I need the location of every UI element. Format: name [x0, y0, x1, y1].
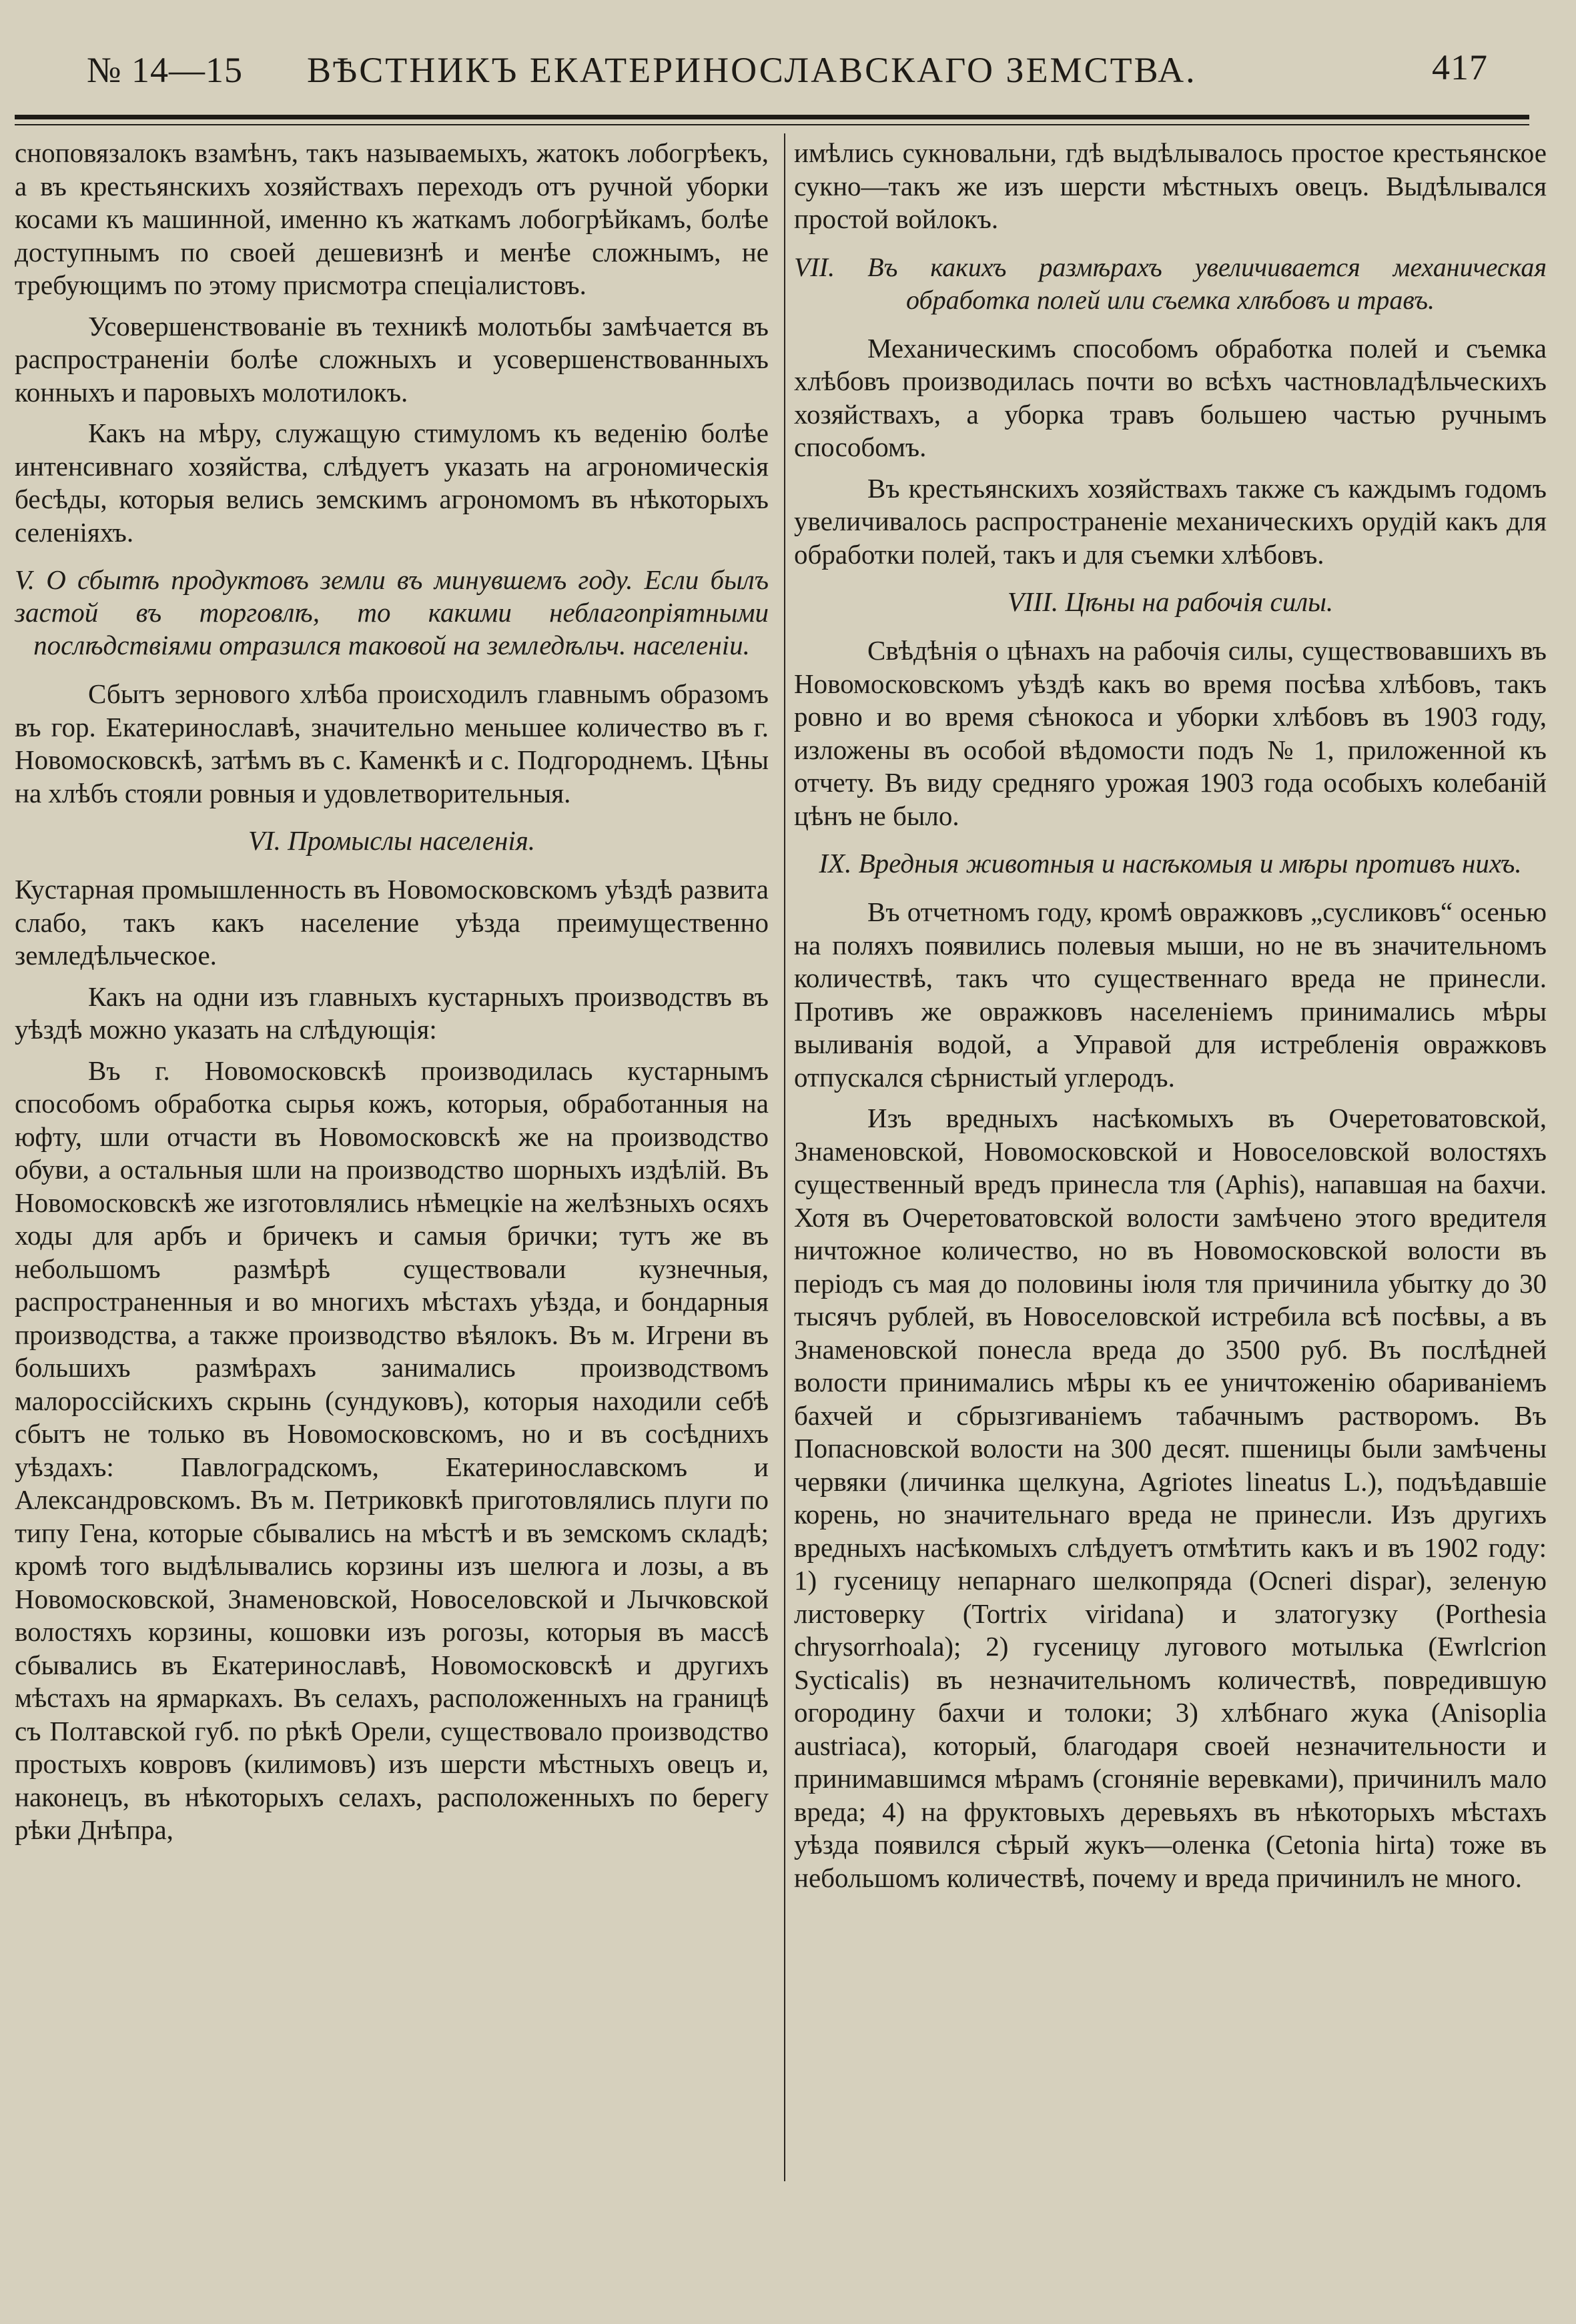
paragraph: Сбытъ зернового хлѣба происходилъ главнымъ образомъ въ гор. Екатеринославѣ, значительно меньшее количество въ г. Новомосковскѣ, затѣмъ въ с. Каменкѣ и с. Подгороднемъ. Цѣны на хлѣбъ стояли ровныя и удовлетворительныя.: [15, 678, 769, 808]
section-heading-ix: IX. Вредныя животныя и насѣкомыя и мѣры противъ нихъ.: [819, 848, 1522, 879]
section-heading-v: V. О сбытѣ продуктовъ земли въ минувшемъ году. Если былъ застой въ торговлѣ, то какими неблагопріятными послѣдствіями отразился таковой на земледѣльч. населеніи.: [15, 564, 769, 660]
header-rule-thick: [15, 115, 1529, 119]
section-heading-viii: VIII. Цѣны на рабочія силы.: [1007, 586, 1334, 617]
left-column: [15, 137, 769, 1847]
page-number: 417: [1432, 47, 1488, 87]
paragraph: Въ отчетномъ году, кромѣ овражковъ „сусликовъ“ осенью на поляхъ появились полевыя мыши, но не въ значительномъ количествѣ, такъ что существеннаго вреда не принесли. Противъ же овражковъ населеніемъ принимались мѣры выливанія водой, а Управой для истребленія овражковъ отпускался сѣрнистый углеродъ.: [794, 897, 1547, 1093]
page-header: [47, 40, 1535, 93]
column-divider: [784, 133, 785, 2181]
paragraph: Какъ на одни изъ главныхъ кустарныхъ производствъ въ уѣздѣ можно указать на слѣдующія:: [15, 981, 769, 1045]
publication-title: ВѢСТНИКЪ ЕКАТЕРИНОСЛАВСКАГО ЗЕМСТВА.: [307, 50, 1197, 90]
paragraph: Какъ на мѣру, служащую стимуломъ къ веденію болѣе интенсивнаго хозяйства, слѣдуетъ указать на агрономическія бесѣды, которыя велись земскимъ агрономомъ въ нѣкоторыхъ селеніяхъ.: [15, 418, 769, 548]
paragraph: Механическимъ способомъ обработка полей и съемка хлѣбовъ производилась почти во всѣхъ частновладѣльческихъ хозяйствахъ, а уборка травъ большею частью ручнымъ способомъ.: [794, 332, 1547, 462]
section-heading-vi: VI. Промыслы населенія.: [248, 825, 536, 856]
paragraph: Усовершенствованіе въ техникѣ молотьбы замѣчается въ распространеніи болѣе сложныхъ и усовершенствованныхъ конныхъ и паровыхъ молотилокъ.: [15, 310, 769, 408]
paragraph: сноповязалокъ взамѣнъ, такъ называемыхъ, жатокъ лобогрѣекъ, а въ крестьянскихъ хозяйствахъ переходъ отъ ручной уборки косами къ машинной, именно къ жаткамъ лобогрѣйкамъ, болѣе доступнымъ по своей дешевизнѣ и менѣе сложнымъ, не требующимъ по этому присмотра спеціалистовъ.: [15, 137, 769, 300]
paragraph: имѣлись сукновальни, гдѣ выдѣлывалось простое крестьянское сукно—такъ же изъ шерсти мѣстныхъ овецъ. Выдѣлывался простой войлокъ.: [794, 137, 1547, 234]
paragraph: Въ г. Новомосковскѣ производилась кустарнымъ способомъ обработка сырья кожъ, которыя, обработанныя на юфту, шли отчасти въ Новомосковскѣ же на производство обуви, а остальныя шли на производство шорныхъ издѣлій. Въ Новомосковскѣ же изготовлялись нѣмецкіе на желѣзныхъ осяхъ ходы для арбъ и бричекъ и самыя брички; тутъ же въ небольшомъ размѣрѣ существовали кузнечныя, распространенныя и во многихъ мѣстахъ уѣзда, и бондарныя производства, а также производство вѣялокъ. Въ м. Игрени въ большихъ размѣрахъ занимались производствомъ малороссійскихъ скрынь (сундуковъ), которыя находили себѣ сбытъ не только въ Новомосковскомъ, но и въ сосѣднихъ уѣздахъ: Павлоградскомъ, Екатеринославскомъ и Александровскомъ. Въ м. Петриковкѣ приготовлялись плуги по типу Гена, которые сбывались на мѣстѣ и въ земскомъ складѣ; кромѣ того выдѣлывались корзины изъ шелюга и лозы, а въ Новомосковской, Знаменовской, Новоселовской и Лычковской волостяхъ корзины, кошовки изъ рогозы, которыя въ массѣ сбывались въ Екатеринославѣ, Новомосковскѣ и другихъ мѣстахъ на ярмаркахъ. Въ селахъ, расположенныхъ на границѣ съ Полтавской губ. по рѣкѣ Орели, существовало производство простыхъ ковровъ (килимовъ) изъ шерсти мѣстныхъ овецъ и, наконецъ, въ нѣкоторыхъ селахъ, расположенныхъ по берегу рѣки Днѣпра,: [15, 1055, 769, 1845]
header-rule-thin: [15, 124, 1529, 125]
paragraph: Кустарная промышленность въ Новомосковскомъ уѣздѣ развита слабо, такъ какъ население уѣзда преимущественно земледѣльческое.: [15, 874, 769, 971]
section-heading-vii: VII. Въ какихъ размѣрахъ увеличивается механическая обработка полей или съемка хлѣбовъ и травъ.: [794, 251, 1547, 315]
paragraph: Въ крестьянскихъ хозяйствахъ также съ каждымъ годомъ увеличивалось распространеніе механическихъ орудій какъ для обработки полей, такъ и для съемки хлѣбовъ.: [794, 472, 1547, 570]
paragraph: Изъ вредныхъ насѣкомыхъ въ Очеретоватовской, Знаменовской, Новомосковской и Новоселовской волостяхъ существенный вредъ принесла тля (Aphis), напавшая на бахчи. Хотя въ Очеретоватовской волости замѣчено этого вредителя ничтожное количество, но въ Новомосковской волости въ періодъ съ мая до половины іюля тля причинила убытку до 30 тысячъ рублей, въ Новоселовской истребила всѣ посѣвы, а въ Знаменовской понесла вреда до 3500 руб. Въ послѣдней волости принимались мѣры къ ее уничтоженію обариваніемъ бахчей и сбрызгиваніемъ табачнымъ растворомъ. Въ Попасновской волости на 300 десят. пшеницы были замѣчены червяки (личинка щелкуна, Agriotes lineatus L.), подъѣдавшіе корень, но значительнаго вреда не принесли. Изъ другихъ вредныхъ насѣкомыхъ слѣдуетъ отмѣтить какъ и въ 1902 году: 1) гусеницу непарнаго шелкопряда (Ocneri dispar), зеленую листоверку (Tortrix viridana) и златогузку (Porthesia chrysorrhoala); 2) гусеницу лугового мотылька (Ewrlcrion Sycticalis) въ незначительномъ количествѣ, повредившую огородину бахчи и толоки; 3) хлѣбнаго жука (Anisoplia austriaca), который, благодаря своей незначительности и принимавшимся мѣрамъ (сгоняніе веревками), причинилъ мало вреда; 4) на фруктовыхъ деревьяхъ въ нѣкоторыхъ мѣстахъ уѣзда появился сѣрый жукъ—оленка (Cetonia hirta) тоже въ небольшомъ количествѣ, почему и вреда причинилъ не много.: [794, 1103, 1547, 1893]
issue-number: № 14—15: [87, 50, 244, 90]
paragraph: Свѣдѣнія о цѣнахъ на рабочія силы, существовавшихъ въ Новомосковскомъ уѣздѣ какъ во время посѣва хлѣбовъ, такъ ровно и во время сѣнокоса и уборки хлѣбовъ въ 1903 году, изложены въ особой вѣдомости подъ № 1, приложенной къ отчету. Въ виду средняго урожая 1903 года особыхъ колебаній цѣнъ не было.: [794, 635, 1547, 831]
right-column: [794, 137, 1547, 1894]
